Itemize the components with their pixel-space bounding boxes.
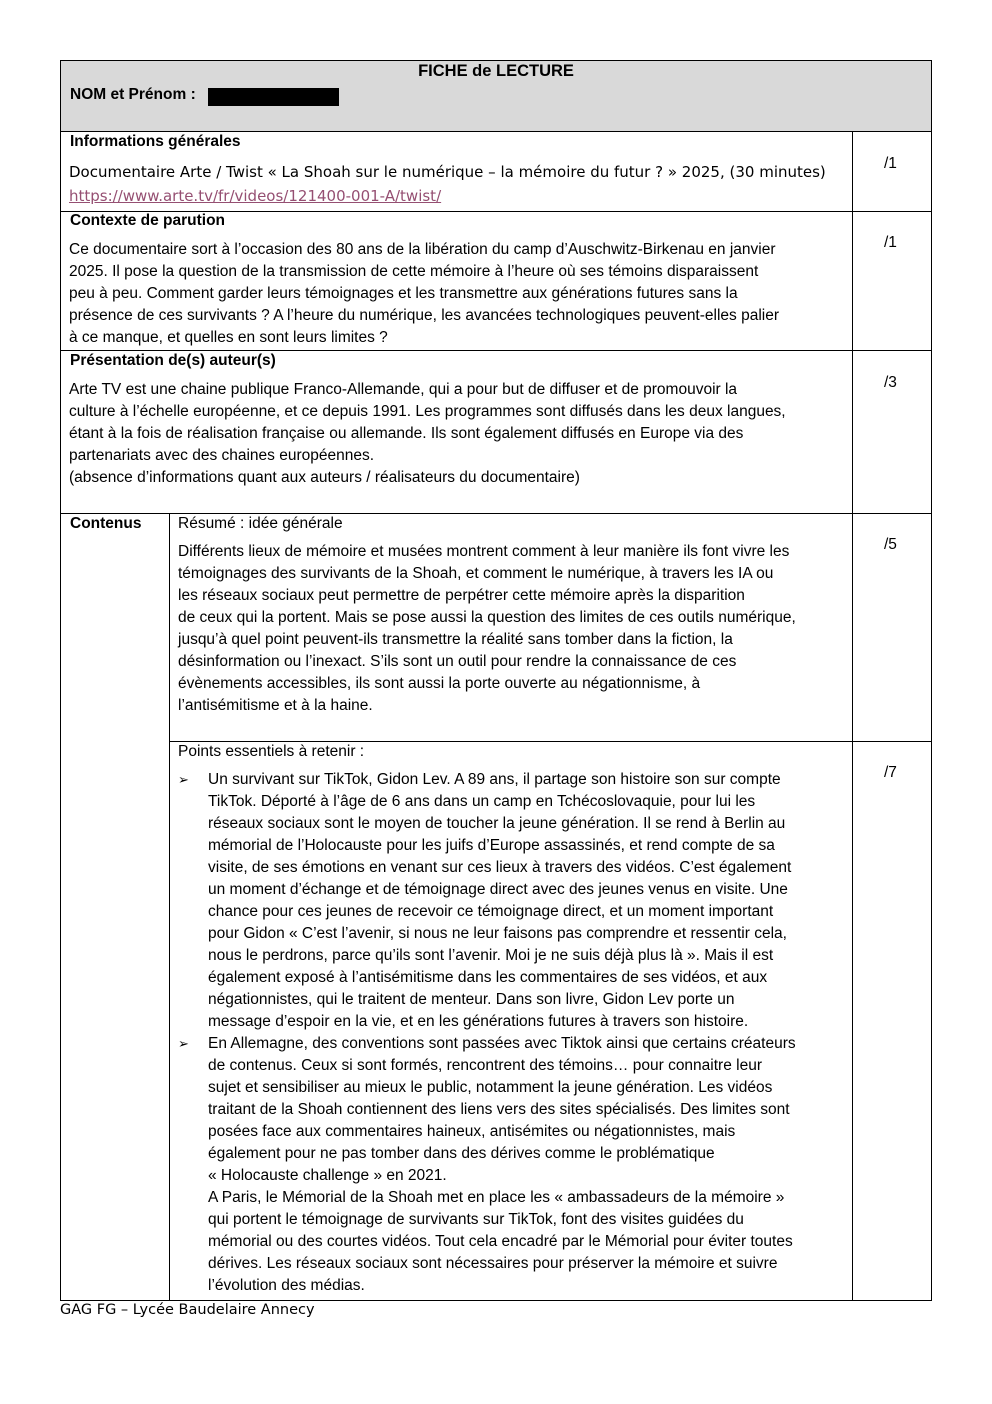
contenus-label: Contenus bbox=[70, 515, 142, 532]
contexte-score: /1 bbox=[884, 234, 897, 251]
documentary-link[interactable]: https://www.arte.tv/fr/videos/121400-001-A/twist/ bbox=[69, 187, 442, 205]
divider-header bbox=[60, 131, 932, 132]
table-border-right bbox=[931, 60, 932, 1301]
informations-title: Informations générales bbox=[70, 133, 241, 150]
table-border-left bbox=[60, 60, 61, 1301]
contenus-column-divider bbox=[169, 513, 170, 1301]
informations-description: Documentaire Arte / Twist « La Shoah sur le numérique – la mémoire du futur ? » 2025, (30 minutes) bbox=[69, 163, 826, 181]
auteurs-title: Présentation de(s) auteur(s) bbox=[70, 352, 276, 369]
point-gidon-lev: Un survivant sur TikTok, Gidon Lev. A 89 ans, il partage son histoire son sur compte TikTok. Déporté à l’âge de 6 ans dans un camp en Tchécoslovaquie, pour lui les réseaux sociaux sont le moyen de toucher la jeune génération. Il se rend à Berlin au mémorial de l’Holocauste pour les juifs d’Europe assassinés, et rend compte de sa visite, de ses émotions en venant sur ces lieux à travers des vidéos. C’est également un moment d’échange et de témoignage direct avec des jeunes venus en visite. Une chance pour ces jeunes de recevoir ce témoignage direct, et un moment important pour Gidon « C’est l’avenir, si nous ne leur faisons pas comprendre et ressentir cela, nous le perdrons, parce qu’ils sont l’avenir. Moi je ne suis déjà plus là ». Mais il est également exposé à l’antisémitisme dans les commentaires de ses vidéos, et aux négationnistes, qui le traitent de menteur. Dans son livre, Gidon Lev porte un message d’espoir en la vie, et en les générations futures à travers son histoire. bbox=[208, 771, 792, 1030]
resume-text: Différents lieux de mémoire et musées montrent comment à leur manière ils font vivre les témoignages des survivants de la Shoah, et comment le numérique, à travers les IA ou les réseaux sociaux peut permettre de perpétrer cette mémoire après la disparition de ceux qui la portent. Mais se pose aussi la question des limites de ces outils numérique, jusqu’à quel point peuvent-ils transmettre la réalité sans tomber dans la fiction, la désinformation ou l’inexact. S’ils sont un outil pour rendre la connaissance de ces évènements accessibles, ils sont aussi la porte ouverte au négationnisme, à l’antisémitisme et à la haine. bbox=[178, 543, 796, 714]
resume-title: Résumé : idée générale bbox=[178, 515, 343, 532]
footer: GAG FG – Lycée Baudelaire Annecy bbox=[60, 1302, 315, 1318]
informations-score: /1 bbox=[884, 155, 897, 172]
divider-contexte bbox=[60, 350, 932, 351]
auteurs-score: /3 bbox=[884, 374, 897, 391]
contexte-text: Ce documentaire sort à l’occasion des 80 ans de la libération du camp d’Auschwitz-Birkenau en janvier 2025. Il pose la question de la transmission de cette mémoire à l’heure où ses témoins disparaissent peu à peu. Comment garder leurs témoignages et les transmettre aux générations futures sans la présence de ces survivants ? A l’heure du numérique, les avancées technologiques peuvent-elles palier à ce manque, et quelles en sont leurs limites ? bbox=[69, 241, 779, 346]
table-border-bottom bbox=[60, 1300, 932, 1301]
page-title: FICHE de LECTURE bbox=[418, 62, 574, 80]
points-score: /7 bbox=[884, 764, 897, 781]
redacted-name bbox=[208, 88, 339, 106]
auteurs-text: Arte TV est une chaine publique Franco-Allemande, qui a pour but de diffuser et de promouvoir la culture à l’échelle européenne, et ce depuis 1991. Les programmes sont diffusés dans les deux langues, étant à la fois de réalisation française ou allemande. Ils sont également diffusés en Europe via des partenariats avec des chaines européennes. (absence d’informations quant aux auteurs / réalisateurs du documentaire) bbox=[69, 381, 786, 486]
arrow-bullet-icon: ➢ bbox=[178, 772, 189, 787]
resume-score: /5 bbox=[884, 536, 897, 553]
arrow-bullet-icon: ➢ bbox=[178, 1036, 189, 1051]
table-border-top bbox=[60, 60, 932, 61]
contexte-title: Contexte de parution bbox=[70, 212, 226, 229]
score-column-divider bbox=[852, 131, 853, 1301]
point-allemagne-paris: En Allemagne, des conventions sont passées avec Tiktok ainsi que certains créateurs de contenus. Ceux si sont formés, rencontrent des témoins… pour connaitre leur sujet et sensibiliser au mieux le public, notamment la jeune génération. Les vidéos traitant de la Shoah contiennent des liens vers des sites spécialisés. Des limites sont posées face aux commentaires haineux, antisémites ou négationnistes, mais également pour ne pas tomber dans des dérives comme le problématique « Holocauste challenge » en 2021. A Paris, le Mémorial de la Shoah met en place les « ambassadeurs de la mémoire » qui portent le témoignage de survivants sur TikTok, font des visites guidées du mémorial ou des courtes vidéos. Tout cela encadré par le Mémorial pour éviter toutes dérives. Les réseaux sociaux sont nécessaires pour préserver la mémoire et suivre l’évolution des médias. bbox=[208, 1035, 796, 1294]
name-label: NOM et Prénom : bbox=[70, 86, 196, 103]
points-title: Points essentiels à retenir : bbox=[178, 743, 365, 760]
